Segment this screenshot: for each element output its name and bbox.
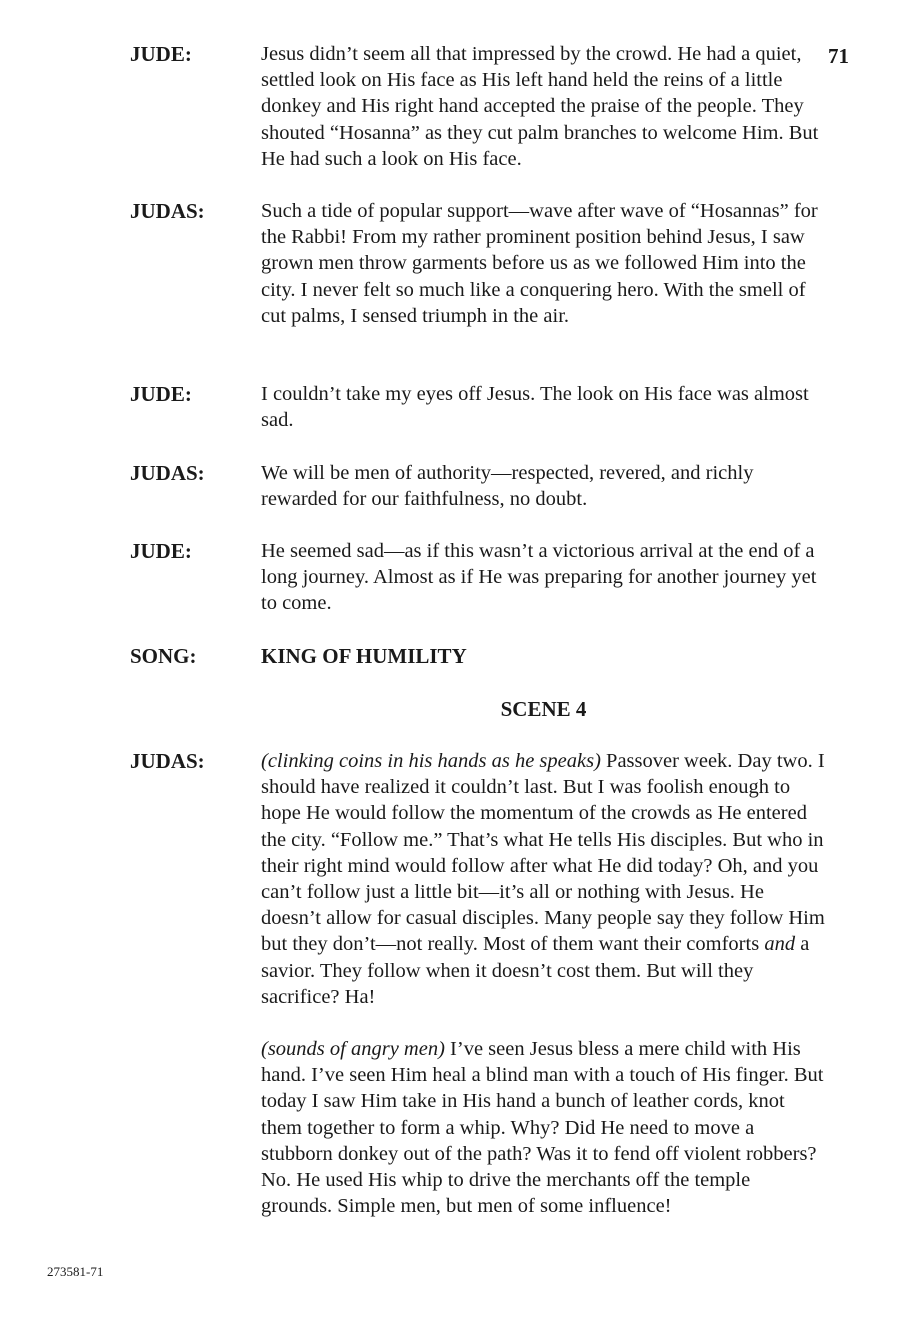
speech-text: I’ve seen Jesus bless a mere child with His hand. I’ve seen Him heal a blind man with a touch of His finger. But today I saw Him take in His hand a bunch of leather cords, knot them together to form a whip. Why? Did He need to move a stubborn donkey out of the path? Was it to fend off violent robbers? No. He used His whip to drive the merchants off the temple grounds. Simple men, but men of some influence! bbox=[261, 1038, 824, 1218]
speaker-name: JUDE: bbox=[130, 539, 192, 563]
speech-text: Jesus didn’t seem all that impressed by the crowd. He had a quiet, settled look on His face as His left hand held the reins of a little donkey and His right hand accepted the praise of the people. They shouted “Hosanna” as they cut palm branches to welcome Him. But He had such a look on His face. bbox=[261, 43, 819, 170]
speech-text: Such a tide of popular support—wave after wave of “Hosannas” for the Rabbi! From my rather prominent position behind Jesus, I saw grown men throw garments before us as we followed Him into the city. I never felt so much like a conquering hero. With the smell of cut palms, I sensed triumph in the air. bbox=[261, 200, 818, 327]
scene-speech bbox=[261, 748, 826, 1219]
song-label: SONG: bbox=[130, 644, 197, 668]
speaker-name: JUDE: bbox=[130, 382, 192, 406]
speaker-name: JUDAS: bbox=[130, 749, 205, 773]
speech-text: We will be men of authority—respected, revered, and richly rewarded for our faithfulness, no doubt. bbox=[261, 462, 754, 511]
speech-text: I couldn’t take my eyes off Jesus. The look on His face was almost sad. bbox=[261, 383, 809, 432]
speaker-name: JUDAS: bbox=[130, 461, 205, 485]
stage-direction: (clinking coins in his hands as he speaks) bbox=[261, 750, 601, 772]
stage-direction: (sounds of angry men) bbox=[261, 1038, 445, 1061]
speech-text: a savior. They follow when it doesn’t cost them. But will they sacrifice? Ha! bbox=[261, 933, 810, 1008]
speech-text: He seemed sad—as if this wasn’t a victorious arrival at the end of a long journey. Almost as if He was preparing for another journey yet to come. bbox=[261, 540, 817, 615]
page-number: 71 bbox=[828, 44, 849, 68]
speaker-name: JUDAS: bbox=[130, 199, 205, 223]
scene-heading: SCENE 4 bbox=[500, 697, 587, 721]
song-title: KING OF HUMILITY bbox=[261, 644, 467, 668]
footer-code: 273581-71 bbox=[47, 1264, 104, 1279]
speech-text: Passover week. Day two. I should have realized it couldn’t last. But I was foolish enough to hope He would follow the momentum of the crowds as He entered the city. “Follow me.” That’s what He tells His disciples. But who in their right mind would follow after what He did today? Oh, and you can’t follow just a little bit—it’s all or nothing with Jesus. He doesn’t allow for casual disciples. Many people say they follow Him but they don’t—not really. Most of them want their comforts bbox=[261, 750, 825, 956]
emphasis-text: and bbox=[764, 933, 796, 956]
speech-paragraph bbox=[261, 1036, 826, 1219]
speech-paragraph bbox=[261, 748, 826, 1010]
speaker-name: JUDE: bbox=[130, 42, 192, 66]
